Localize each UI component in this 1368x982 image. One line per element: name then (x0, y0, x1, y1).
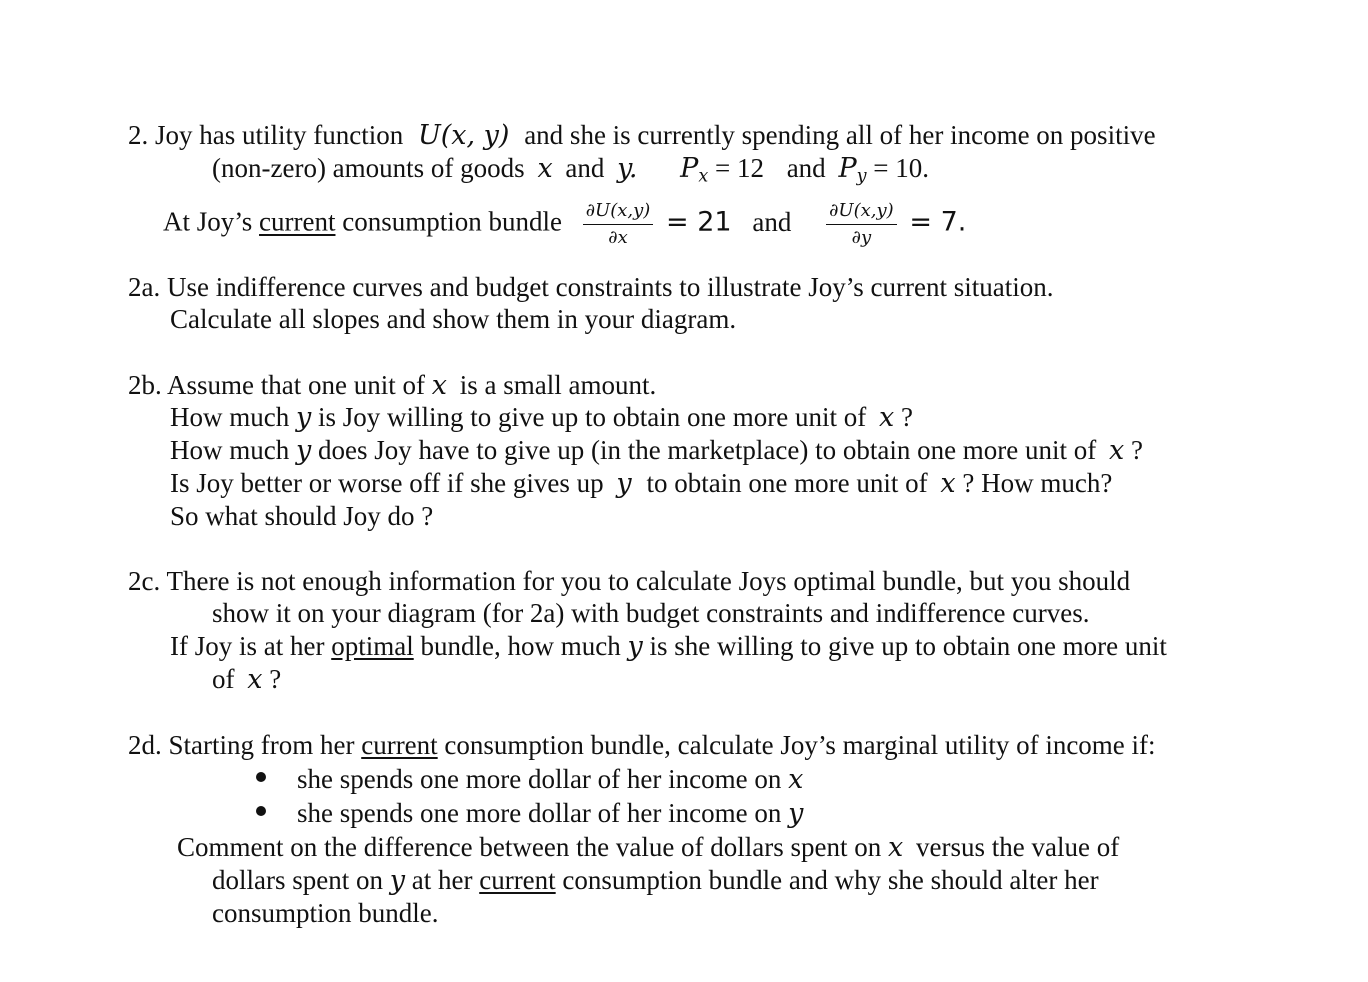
q2b-text-2: is Joy willing to give up to obtain one more unit of (318, 402, 867, 432)
bullet-text: she spends one more dollar of her income on (297, 798, 782, 828)
question-mark: ? (269, 664, 282, 694)
q2c-text-3: is she willing to give up to obtain one more unit (649, 631, 1167, 661)
muy-value: = 7. (909, 206, 967, 238)
q2b-text: How much (170, 402, 290, 432)
price-y-sub: y (856, 166, 867, 187)
q2b-text: 2b. Assume that one unit of (128, 370, 425, 400)
var-x: x (1109, 435, 1125, 466)
q2b-line-1 (128, 372, 656, 399)
current-underlined: current (361, 730, 438, 760)
q2d-bullet-2 (297, 800, 803, 827)
var-x: x (878, 402, 895, 433)
q2d-line-1 (128, 732, 1156, 759)
bullet-icon (256, 806, 266, 816)
q2-goods-text: (non-zero) amounts of goods (212, 153, 525, 183)
var-x: x (247, 664, 263, 695)
var-y: y (295, 435, 312, 466)
q2b-line-4 (170, 470, 1112, 497)
q2d-text-2: at her (411, 865, 473, 895)
q2c-text: of (212, 664, 235, 694)
var-y: y (616, 468, 632, 499)
price-x-label: P (680, 153, 699, 184)
utility-function: U(x, y) (417, 120, 510, 151)
q2b-text: How much (170, 435, 290, 465)
var-x: x (888, 832, 904, 863)
marginal-utility-x (583, 200, 654, 249)
question-mark: ? (900, 402, 913, 432)
good-x: x (537, 153, 553, 184)
muy-denominator: ∂y (851, 226, 872, 248)
q2d-text-2: versus the value of (916, 832, 1120, 862)
q2d-line-6: consumption bundle. (212, 898, 439, 928)
q2d-text: dollars spent on (212, 865, 383, 895)
optimal-underlined: optimal (331, 631, 414, 661)
price-x (680, 153, 764, 187)
q2d-text: 2d. Starting from her (128, 730, 355, 760)
marginal-utility-y (826, 200, 897, 249)
price-and-text: and (786, 153, 826, 183)
q2c-text: If Joy is at her (170, 631, 325, 661)
q2-intro-text: 2. Joy has utility function (128, 120, 404, 150)
var-x: x (788, 764, 804, 795)
q2a-line-1: 2a. Use indifference curves and budget constraints to illustrate Joy’s current situation. (128, 272, 1054, 302)
q2c-line-2: show it on your diagram (for 2a) with budget constraints and indifference curves. (212, 598, 1090, 628)
q2-line-3 (163, 200, 966, 249)
var-y: y (627, 631, 643, 662)
bullet-text: she spends one more dollar of her income on (297, 764, 782, 794)
q2d-line-4 (177, 834, 1119, 861)
price-x-value: = 12 (714, 153, 764, 183)
q2b-line-5: So what should Joy do ? (170, 501, 434, 531)
q2b-text-2: is a small amount. (459, 370, 657, 400)
price-y-label: P (838, 153, 857, 184)
q2b-text-2: does Joy have to give up (in the marketplace) to obtain one more unit of (318, 435, 1097, 465)
var-x: x (431, 370, 447, 401)
var-y: y (389, 865, 405, 896)
mux-numerator: ∂U(x,y) (583, 200, 654, 225)
var-y: y (788, 798, 804, 829)
q2c-text-2: bundle, how much (420, 631, 621, 661)
q2d-line-5 (212, 867, 1099, 894)
q2d-text-3: consumption bundle and why she should alter her (562, 865, 1099, 895)
q2b-text: Is Joy better or worse off if she gives up (170, 468, 604, 498)
q2-line-2 (212, 155, 929, 186)
price-x-sub: x (698, 166, 709, 187)
q2c-line-3 (170, 633, 1167, 660)
current-underlined: current (479, 865, 556, 895)
q2b-line-3 (170, 437, 1143, 464)
current-underlined: current (259, 206, 336, 237)
question-mark: ? How much? (962, 468, 1113, 498)
price-y (838, 153, 929, 187)
var-x: x (940, 468, 956, 499)
current-text-b: consumption bundle (342, 206, 562, 237)
q2c-line-1: 2c. There is not enough information for you to calculate Joys optimal bundle, but you should (128, 566, 1131, 596)
q2c-line-4 (212, 666, 281, 693)
q2-line-1 (128, 122, 1156, 149)
q2a-line-2: Calculate all slopes and show them in your diagram. (170, 304, 737, 334)
mu-and-text: and (752, 206, 792, 237)
current-text-a: At Joy’s (163, 206, 253, 237)
q2b-text-2: to obtain one more unit of (646, 468, 928, 498)
mux-denominator: ∂x (608, 226, 628, 248)
question-mark: ? (1131, 435, 1143, 465)
bullet-icon (256, 772, 266, 782)
and-text: and (565, 153, 605, 183)
mux-value: = 21 (666, 206, 732, 238)
q2d-bullet-1 (297, 766, 803, 793)
q2d-text: Comment on the difference between the value of dollars spent on (177, 832, 882, 862)
good-y: y. (617, 153, 638, 184)
var-y: y (295, 402, 312, 433)
muy-numerator: ∂U(x,y) (826, 200, 897, 225)
q2d-text-2: consumption bundle, calculate Joy’s marginal utility of income if: (444, 730, 1156, 760)
q2-intro-text-2: and she is currently spending all of her income on positive (524, 120, 1156, 150)
price-y-value: = 10. (873, 153, 929, 183)
q2b-line-2 (170, 404, 913, 431)
